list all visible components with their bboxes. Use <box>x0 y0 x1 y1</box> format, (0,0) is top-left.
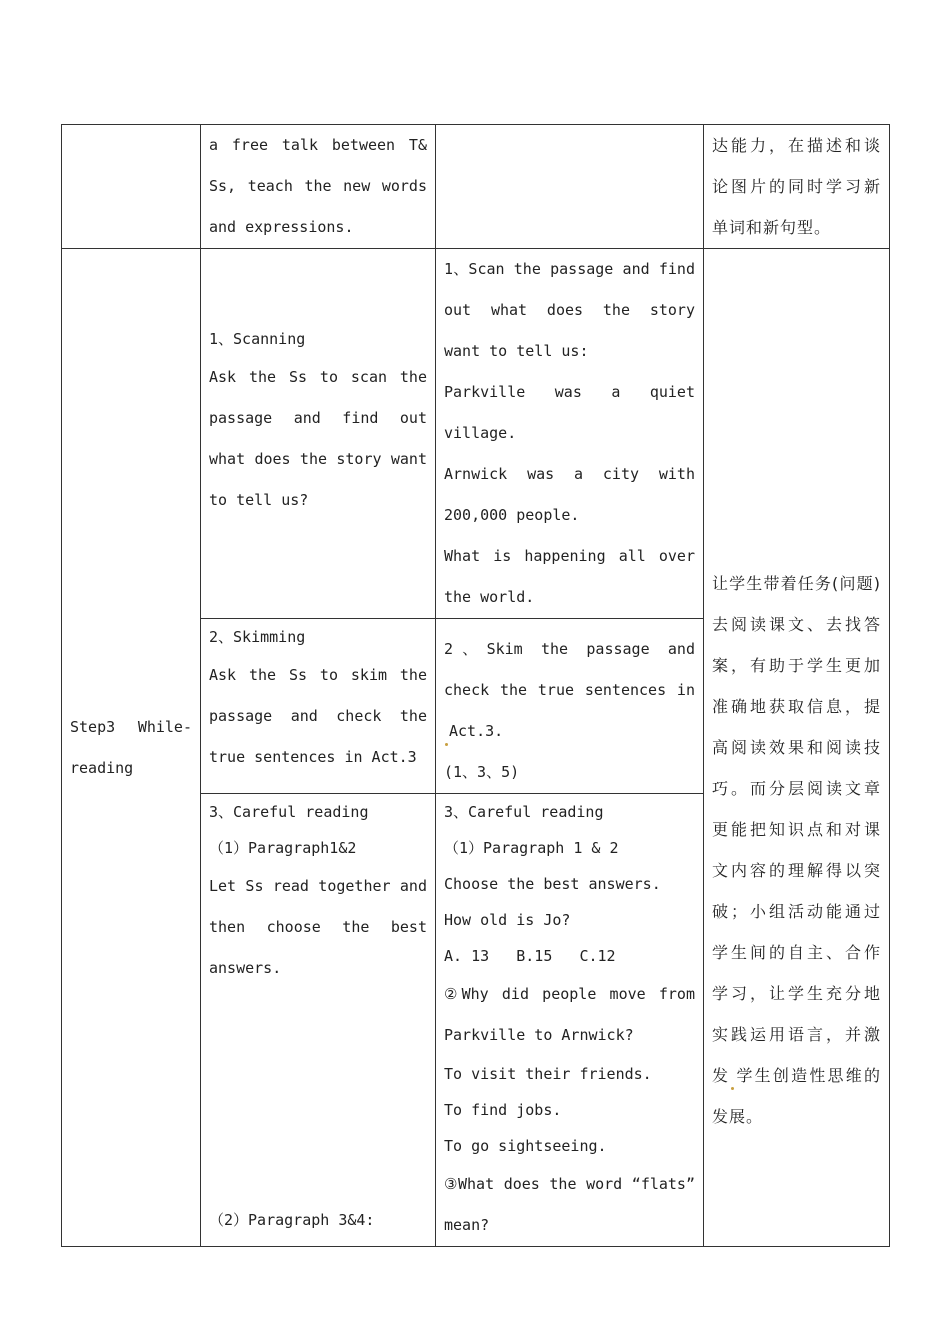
purpose-cell <box>704 249 890 1247</box>
skimming-answer-b: Act.3. <box>449 722 504 740</box>
scanning-cell <box>201 249 436 619</box>
step-label-b: While- <box>137 717 192 736</box>
careful-answer-instr: Choose the best answers. <box>444 875 661 893</box>
table-row <box>62 125 890 249</box>
activity-text: a free talk between T& Ss, teach the new words and expressions. <box>209 136 427 236</box>
question-3: ③What does the word “flats” mean? <box>444 1175 695 1234</box>
careful-sub2: （2）Paragraph 3&4: <box>209 1211 375 1229</box>
purpose-text-a: 让学生带着任务(问题)去阅读课文、去找答案，有助于学生更加准确地获取信息，提高阅读效果和阅读技巧。而分层阅读文章更能把知识点和对课文内容的理解得以突破；小组活动能通过学生间的自主、合作学习，让学生充分地实践运用语言，并激发 <box>712 574 881 1085</box>
scanning-answer-2: Arnwick was a city with 200,000 people. <box>444 465 695 524</box>
careful-desc: Let Ss read together and then choose the best answers. <box>209 877 427 977</box>
step-label-cell <box>62 249 201 1247</box>
careful-answer-cell <box>436 794 704 1247</box>
careful-cell <box>201 794 436 1247</box>
purpose-text-b: 学生创造性思维的发展。 <box>712 1066 881 1126</box>
activity-cell <box>201 125 436 249</box>
question-1: How old is Jo? <box>444 911 571 929</box>
skimming-answer <box>444 629 695 752</box>
skimming-answer-cell <box>436 619 704 794</box>
question-1-options: A. 13 B.15 C.12 <box>444 947 616 965</box>
step-label-c: reading <box>70 758 134 777</box>
skimming-cell <box>201 619 436 794</box>
skimming-answer-c: (1、3、5) <box>444 763 520 781</box>
step-label-a: Step3 <box>70 717 116 736</box>
highlight-mark-icon <box>445 743 448 746</box>
careful-answer-title: 3、Careful reading <box>444 803 604 821</box>
highlight-mark-icon <box>731 1087 734 1090</box>
answer-cell-empty <box>436 125 704 249</box>
careful-sub1: （1）Paragraph1&2 <box>209 839 357 857</box>
table-row <box>62 249 890 619</box>
purpose-text <box>712 563 881 1137</box>
skimming-title: 2、Skimming <box>209 628 306 646</box>
question-2: ②Why did people move from Parkville to Arnwick? <box>444 985 695 1044</box>
lesson-plan-table <box>61 124 890 1247</box>
scanning-desc: Ask the Ss to scan the passage and find out what does the story want to tell us? <box>209 368 427 509</box>
purpose-cell <box>704 125 890 249</box>
careful-answer-sub: （1）Paragraph 1 & 2 <box>444 839 619 857</box>
skimming-answer-a: 2、Skim the passage and check the true sentences in <box>444 640 695 699</box>
scanning-answer-intro: 1、Scan the passage and find out what does the story want to tell us: <box>444 260 695 360</box>
question-2-option-a: To visit their friends. <box>444 1065 652 1083</box>
step-label <box>70 707 192 748</box>
question-2-option-c: To go sightseeing. <box>444 1137 607 1155</box>
purpose-text: 达能力，在描述和谈论图片的同时学习新单词和新句型。 <box>712 136 881 237</box>
scanning-answer-3: What is happening all over the world. <box>444 547 695 606</box>
scanning-answer-cell <box>436 249 704 619</box>
question-2-option-b: To find jobs. <box>444 1101 562 1119</box>
skimming-desc: Ask the Ss to skim the passage and check the true sentences in Act.3 <box>209 666 427 766</box>
step-cell-empty <box>62 125 201 249</box>
scanning-title: 1、Scanning <box>209 330 306 348</box>
scanning-answer-1: Parkville was a quiet village. <box>444 383 695 442</box>
careful-title: 3、Careful reading <box>209 803 369 821</box>
